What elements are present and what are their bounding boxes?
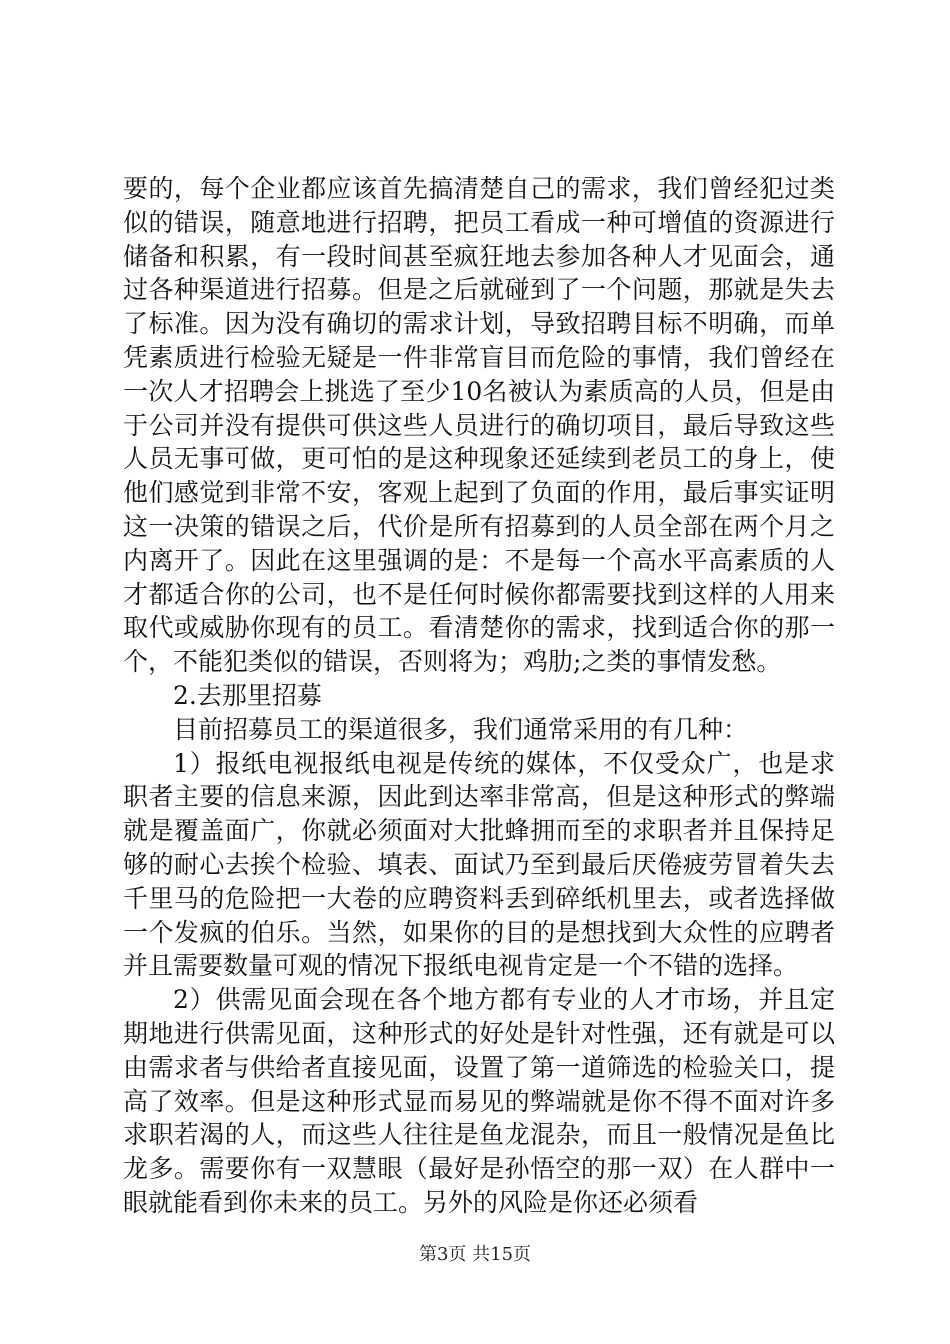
- paragraph-intro: 目前招募员工的渠道很多，我们通常采用的有几种：: [173, 714, 749, 744]
- page-footer: 第3页 共15页: [418, 1244, 532, 1265]
- document-body: [123, 172, 835, 1220]
- paragraph-newspaper-tv: 1）报纸电视报纸电视是传统的媒体，不仅受众广，也是求职者主要的信息来源，因此到达率非常高，但是这种形式的弊端就是覆盖面广，你就必须面对大批蜂拥而至的求职者并且保持足够的耐心去挨个检验、填表、面试乃至到最后厌倦疲劳冒着失去千里马的危险把一大卷的应聘资料丢到碎纸机里去，或者选择做一个发疯的伯乐。当然，如果你的目的是想找到大众性的应聘者并且需要数量可观的情况下报纸电视肯定是一个不错的选择。: [123, 748, 835, 981]
- section-heading: 2.去那里招募: [173, 680, 322, 710]
- paragraph-continuation: 要的，每个企业都应该首先搞清楚自己的需求，我们曾经犯过类似的错误，随意地进行招聘，把员工看成一种可增值的资源进行储备和积累，有一段时间甚至疯狂地去参加各种人才见面会，通过各种渠道进行招募。但是之后就碰到了一个问题，那就是失去了标准。因为没有确切的需求计划，导致招聘目标不明确，而单凭素质进行检验无疑是一件非常盲目而危险的事情，我们曾经在一次人才招聘会上挑选了至少10名被认为素质高的人员，但是由于公司并没有提供可供这些人员进行的确切项目，最后导致这些人员无事可做，更可怕的是这种现象还延续到老员工的身上，使他们感觉到非常不安，客观上起到了负面的作用，最后事实证明这一决策的错误之后，代价是所有招募到的人员全部在两个月之内离开了。因此在这里强调的是：不是每一个高水平高素质的人才都适合你的公司，也不是任何时候你都需要找到这样的人用来取代或威胁你现有的员工。看清楚你的需求，找到适合你的那一个，不能犯类似的错误，否则将为；鸡肋;之类的事情发愁。: [123, 174, 835, 677]
- paragraph-job-fair: 2）供需见面会现在各个地方都有专业的人才市场，并且定期地进行供需见面，这种形式的好处是针对性强，还有就是可以由需求者与供给者直接见面，设置了第一道筛选的检验关口，提高了效率。但是这种形式显而易见的弊端就是你不得不面对许多求职若渴的人，而这些人往往是鱼龙混杂，而且一般情况是鱼比龙多。需要你有一双慧眼（最好是孙悟空的那一双）在人群中一眼就能看到你未来的员工。另外的风险是你还必须看: [123, 985, 835, 1217]
